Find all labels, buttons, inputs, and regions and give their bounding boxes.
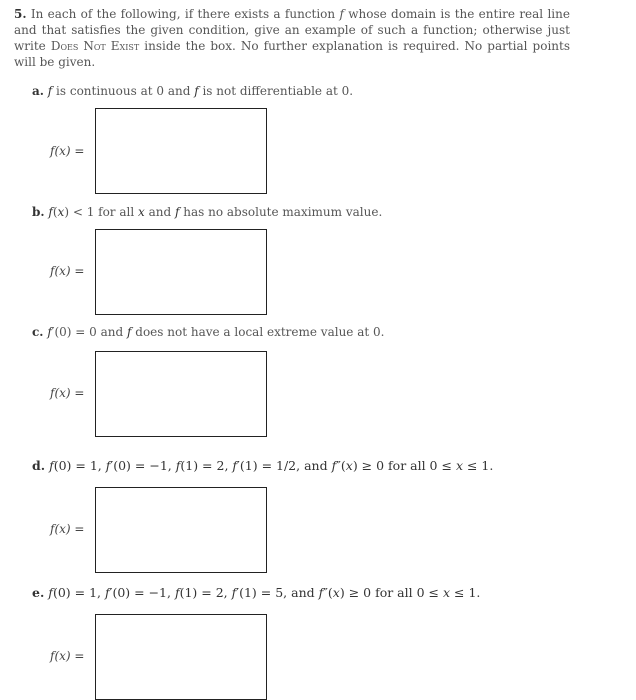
part-d-condition (32, 458, 493, 474)
intro-function-symbol: f (339, 7, 344, 21)
part-e-condition (32, 585, 480, 601)
part-a-answer-label: f(x) = (50, 144, 85, 158)
part-c-letter: c. (32, 325, 44, 339)
part-a-text: f is continuous at 0 and f is not differentiable at 0. (47, 84, 354, 98)
part-b-text: f(x) < 1 for all x and f has no absolute maximum value. (48, 205, 383, 219)
intro-text-3: inside the box. No further explanation is required. No partial points will be given. (14, 39, 570, 69)
part-b-letter: b. (32, 205, 45, 219)
part-c-text: f′(0) = 0 and f does not have a local extreme value at 0. (47, 325, 385, 339)
does-not-exist-phrase: Does Not Exist (50, 39, 140, 53)
part-c-condition (32, 324, 384, 340)
part-d-answer-box[interactable] (95, 487, 267, 573)
part-c-answer-label: f(x) = (50, 386, 85, 400)
part-a-answer-box[interactable] (95, 108, 267, 194)
part-e-letter: e. (32, 585, 45, 600)
part-a-letter: a. (32, 84, 44, 98)
intro-text-1: In each of the following, if there exists a function (30, 7, 336, 21)
part-d-answer-label: f(x) = (50, 522, 85, 536)
part-c-answer-box[interactable] (95, 351, 267, 437)
part-d-text: f(0) = 1, f′(0) = −1, f(1) = 2, f′(1) = 1/2, and f″(x) ≥ 0 for all 0 ≤ x ≤ 1. (49, 458, 494, 473)
part-d-letter: d. (32, 458, 46, 473)
intro-text-2: whose domain is the entire real line and that satisfies the given condition, give an example of such a function; otherwise just write (14, 7, 570, 53)
part-e-answer-label: f(x) = (50, 649, 85, 663)
part-e-answer-box[interactable] (95, 614, 267, 700)
part-b-condition (32, 204, 382, 220)
part-b-answer-label: f(x) = (50, 264, 85, 278)
part-e-text: f(0) = 1, f′(0) = −1, f(1) = 2, f′(1) = 5, and f″(x) ≥ 0 for all 0 ≤ x ≤ 1. (48, 585, 481, 600)
question-number: 5. (14, 7, 27, 21)
part-b-answer-box[interactable] (95, 229, 267, 315)
part-a-condition (32, 83, 353, 99)
question-intro (14, 6, 570, 70)
